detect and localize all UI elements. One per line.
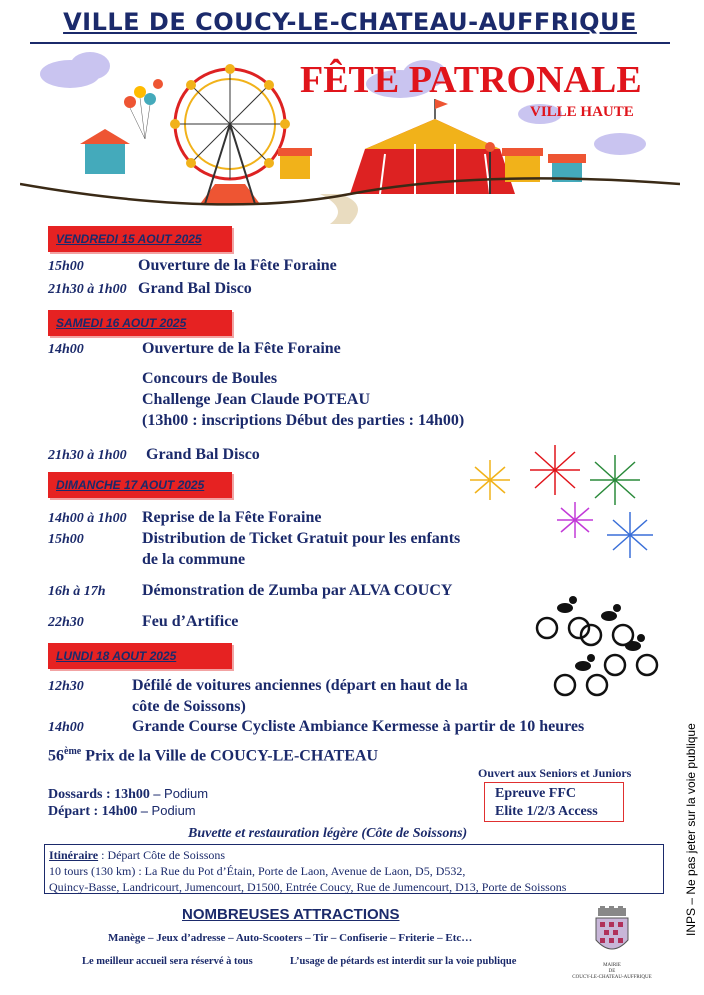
mairie-commune: COUCY-LE-CHATEAU-AUFFRIQUE bbox=[572, 975, 652, 980]
itineraire-box bbox=[44, 844, 664, 894]
day-label-lundi: LUNDI 18 AOUT 2025 bbox=[48, 643, 232, 669]
itineraire-line3: Quincy-Basse, Landricourt, Jumencourt, D1500, Entrée Coucy, Rue de Jumencourt, D13, Porte de Soissons bbox=[49, 880, 567, 894]
event-item: Concours de Boules bbox=[142, 370, 278, 387]
side-note: INPS – Ne pas jeter sur la voie publique bbox=[684, 723, 698, 936]
itineraire-start: : Départ Côte de Soissons bbox=[98, 848, 226, 862]
itineraire-label: Itinéraire bbox=[49, 848, 99, 862]
event-item: Défilé de voitures anciennes (départ en haut de la bbox=[132, 677, 468, 694]
depart-label: Départ : 14h00 – bbox=[48, 804, 148, 819]
event-title: FÊTE PATRONALE bbox=[300, 59, 642, 101]
event-item: (13h00 : inscriptions Début des parties : 14h00) bbox=[142, 412, 465, 429]
event-item: Grand Bal Disco bbox=[146, 446, 260, 463]
event-item: Ouverture de la Fête Foraine bbox=[142, 340, 341, 357]
dossards-label: Dossards : 13h00 – bbox=[48, 787, 161, 802]
attractions-list: Manège – Jeux d’adresse – Auto-Scooters – Tir – Confiserie – Friterie – Etc… bbox=[108, 932, 473, 944]
elite-text: Elite 1/2/3 Access bbox=[495, 804, 598, 819]
page-title: VILLE DE COUCY-LE-CHATEAU-AUFFRIQUE bbox=[63, 8, 637, 36]
mairie-text: MAIRIE bbox=[603, 963, 621, 968]
buvette-text: Buvette et restauration légère (Côte de Soissons) bbox=[188, 826, 468, 841]
cyclists-illustration bbox=[535, 590, 675, 710]
mairie-caption bbox=[564, 963, 660, 981]
itineraire-line2: 10 tours (130 km) : La Rue du Pot d’Étain, Porte de Laon, Avenue de Laon, D5, D532, bbox=[49, 864, 466, 878]
time: 15h00 bbox=[48, 259, 84, 274]
event-item: Feu d’Artifice bbox=[142, 613, 239, 630]
day-label-dimanche: DIMANCHE 17 AOUT 2025 bbox=[48, 472, 232, 498]
time: 16h à 17h bbox=[48, 584, 106, 599]
prix-sup: ème bbox=[64, 746, 82, 757]
prix-number: 56 bbox=[48, 747, 64, 765]
side-note-container bbox=[684, 696, 704, 936]
dossards-value: Podium bbox=[160, 786, 209, 801]
ffc-box bbox=[484, 782, 624, 822]
time: 14h00 à 1h00 bbox=[48, 511, 127, 526]
epreuve-text: Epreuve FFC bbox=[495, 786, 577, 801]
time: 21h30 à 1h00 bbox=[48, 448, 127, 463]
event-item: de la commune bbox=[142, 551, 246, 568]
coat-of-arms-icon bbox=[592, 906, 632, 960]
time: 21h30 à 1h00 bbox=[48, 282, 127, 297]
attractions-heading: NOMBREUSES ATTRACTIONS bbox=[182, 906, 400, 923]
event-subtitle: VILLE HAUTE bbox=[530, 104, 634, 120]
prix-title bbox=[48, 746, 378, 765]
time: 15h00 bbox=[48, 532, 84, 547]
accueil-text: Le meilleur accueil sera réservé à tous bbox=[82, 956, 253, 967]
time: 14h00 bbox=[48, 342, 84, 357]
itineraire-line1 bbox=[49, 847, 659, 863]
time: 14h00 bbox=[48, 720, 84, 735]
prix-text: Prix de la Ville de COUCY-LE-CHATEAU bbox=[81, 747, 379, 765]
day-label-vendredi: VENDREDI 15 AOUT 2025 bbox=[48, 226, 232, 252]
event-item: Distribution de Ticket Gratuit pour les enfants bbox=[142, 530, 461, 547]
depart-value: Podium bbox=[147, 803, 196, 818]
petards-text: L’usage de pétards est interdit sur la voie publique bbox=[290, 956, 517, 967]
event-item: Démonstration de Zumba par ALVA COUCY bbox=[142, 582, 453, 599]
dossards-line bbox=[48, 786, 208, 803]
event-item: Grande Course Cycliste Ambiance Kermesse à partir de 10 heures bbox=[132, 718, 585, 735]
time: 12h30 bbox=[48, 679, 84, 694]
event-item: Challenge Jean Claude POTEAU bbox=[142, 391, 371, 408]
mairie-de: DE bbox=[608, 969, 616, 974]
open-note: Ouvert aux Seniors et Juniors bbox=[478, 766, 632, 780]
depart-line bbox=[48, 803, 196, 820]
event-item: Ouverture de la Fête Foraine bbox=[138, 257, 337, 274]
event-item: Reprise de la Fête Foraine bbox=[142, 509, 322, 526]
event-item: Grand Bal Disco bbox=[138, 280, 252, 297]
fireworks-illustration bbox=[455, 440, 665, 570]
day-label-samedi: SAMEDI 16 AOUT 2025 bbox=[48, 310, 232, 336]
time: 22h30 bbox=[48, 615, 84, 630]
event-item: côte de Soissons) bbox=[132, 698, 246, 715]
